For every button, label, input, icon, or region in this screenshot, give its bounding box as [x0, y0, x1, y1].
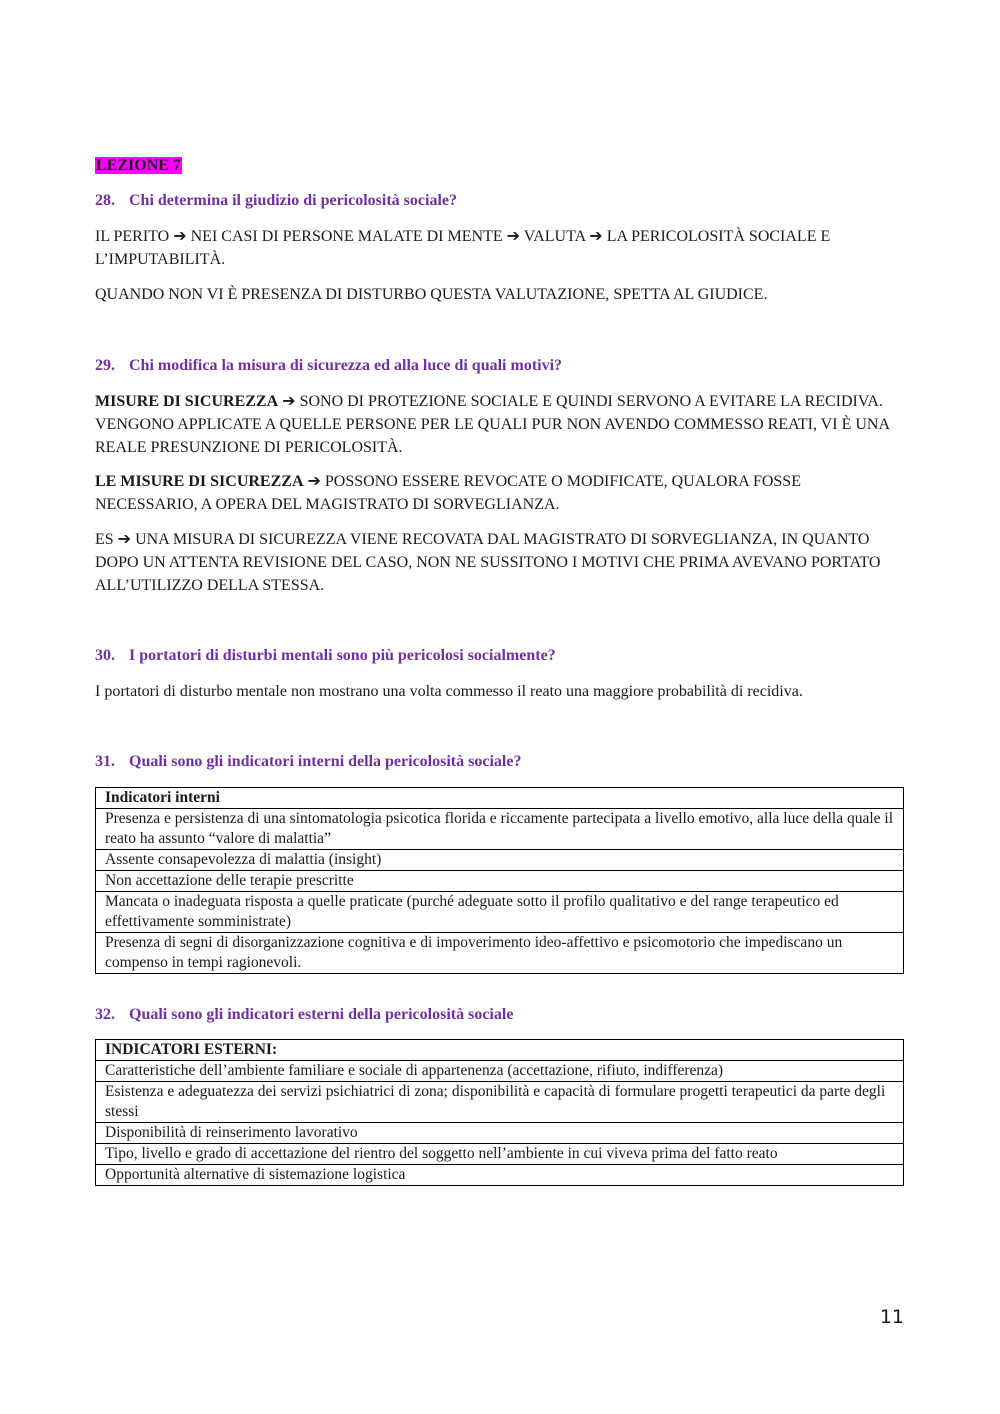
table-row: [96, 933, 904, 974]
table-cell: Caratteristiche dell’ambiente familiare e sociale di appartenenza (accettazione, rifiuto, indifferenza): [96, 1061, 904, 1082]
table-cell: Disponibilità di reinserimento lavorativo: [96, 1123, 904, 1144]
table-header-cell: Indicatori interni: [96, 788, 904, 809]
internal-indicators-table-wrap: [95, 787, 905, 974]
external-indicators-table-wrap: [95, 1039, 905, 1186]
question-28-title: 28. Chi determina il giudizio di pericolosità sociale?: [95, 192, 457, 209]
page-number: 11: [879, 1306, 904, 1328]
answer-29-paragraph-3: ES ➔ UNA MISURA DI SICUREZZA VIENE RECOVATA DAL MAGISTRATO DI SORVEGLIANZA, IN QUANTO DOPO UN ATTENTA REVISIONE DEL CASO, NON NE SUSSITONO I MOTIVI CHE PRIMA AVEVANO PORTATO ALL’UTILIZZO DELLA STESSA.: [95, 531, 881, 594]
answer-29-paragraph-1: MISURE DI SICUREZZA ➔ SONO DI PROTEZIONE SOCIALE E QUINDI SERVONO A EVITARE LA RECIDIVA. VENGONO APPLICATE A QUELLE PERSONE PER LE QUALI PUR NON AVENDO COMMESSO REATI, VI È UNA REALE PRESUNZIONE DI PERICOLOSITÀ.: [95, 393, 890, 456]
answer-29-paragraph-2: LE MISURE DI SICUREZZA ➔ POSSONO ESSERE REVOCATE O MODIFICATE, QUALORA FOSSE NECESSARIO, A OPERA DEL MAGISTRATO DI SORVEGLIANZA.: [95, 473, 801, 513]
question-31-title: 31. Quali sono gli indicatori interni della pericolosità sociale?: [95, 753, 522, 770]
answer-28-paragraph-2: QUANDO NON VI È PRESENZA DI DISTURBO QUESTA VALUTAZIONE, SPETTA AL GIUDICE.: [95, 286, 768, 303]
answer-28-paragraph-1: IL PERITO ➔ NEI CASI DI PERSONE MALATE DI MENTE ➔ VALUTA ➔ LA PERICOLOSITÀ SOCIALE E L’IMPUTABILITÀ.: [95, 228, 831, 268]
table-cell: Assente consapevolezza di malattia (insight): [96, 850, 904, 871]
arrow-icon: ➔: [506, 228, 521, 245]
table-header-row: [96, 788, 904, 809]
table-row: [96, 1165, 904, 1186]
lesson-highlight: LEZIONE 7: [96, 157, 181, 174]
arrow-icon: ➔: [589, 228, 603, 245]
table-row: [96, 1082, 904, 1123]
table-cell: Non accettazione delle terapie prescritte: [96, 871, 904, 892]
lesson-heading: [95, 154, 905, 177]
table-cell: Presenza e persistenza di una sintomatologia psicotica florida e riccamente partecipata a livello emotivo, alla luce della quale il reato ha assunto “valore di malattia”: [96, 809, 904, 850]
table-cell: Mancata o inadeguata risposta a quelle praticate (purché adeguate sotto il profilo qualitativo e del range terapeutico ed effettivamente somministrate): [96, 892, 904, 933]
table-row: [96, 1144, 904, 1165]
table-row: [96, 1061, 904, 1082]
question-29-title: 29. Chi modifica la misura di sicurezza ed alla luce di quali motivi?: [95, 357, 563, 374]
internal-indicators-table: [95, 787, 904, 974]
table-cell: Tipo, livello e grado di accettazione del rientro del soggetto nell’ambiente in cui viveva prima del fatto reato: [96, 1144, 904, 1165]
table-row: [96, 809, 904, 850]
table-row: [96, 892, 904, 933]
table-cell: Presenza di segni di disorganizzazione cognitiva e di impoverimento ideo-affettivo e psicomotorio che impediscano un compenso in tempi ragionevoli.: [96, 933, 904, 974]
table-cell: Opportunità alternative di sistemazione logistica: [96, 1165, 904, 1186]
arrow-icon: ➔: [117, 531, 132, 548]
answer-30-paragraph-1: I portatori di disturbo mentale non mostrano una volta commesso il reato una maggiore probabilità di recidiva.: [95, 683, 803, 700]
table-row: [96, 850, 904, 871]
arrow-icon: ➔: [173, 228, 187, 245]
table-header-row: [96, 1040, 904, 1061]
table-header-cell: INDICATORI ESTERNI:: [96, 1040, 904, 1061]
external-indicators-table: [95, 1039, 904, 1186]
question-30-title: 30. I portatori di disturbi mentali sono più pericolosi socialmente?: [95, 647, 556, 664]
question-32-title: 32. Quali sono gli indicatori esterni della pericolosità sociale: [95, 1006, 514, 1023]
arrow-icon: ➔: [282, 393, 296, 410]
arrow-icon: ➔: [307, 473, 321, 490]
table-row: [96, 1123, 904, 1144]
table-cell: Esistenza e adeguatezza dei servizi psichiatrici di zona; disponibilità e capacità di formulare progetti terapeutici da parte degli stessi: [96, 1082, 904, 1123]
table-row: [96, 871, 904, 892]
